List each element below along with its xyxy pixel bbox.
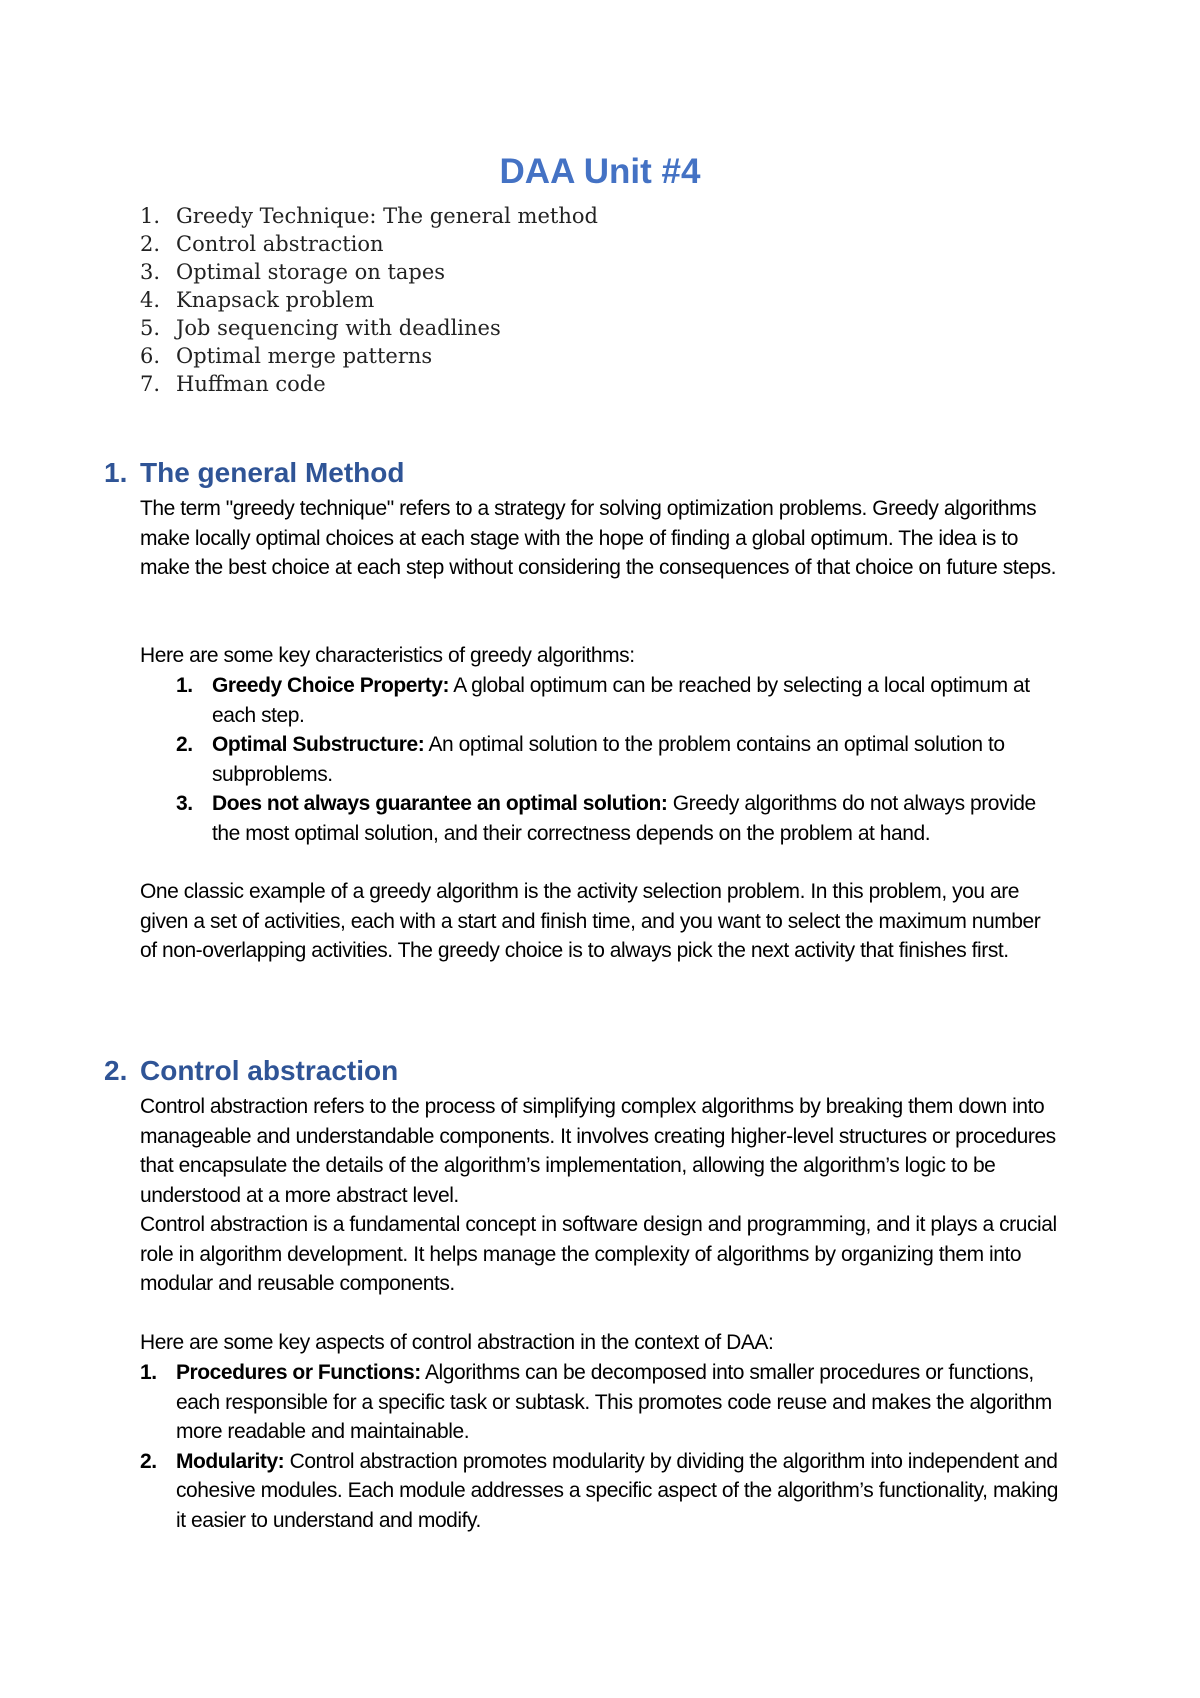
toc-number: 3. xyxy=(140,260,161,284)
toc-number: 7. xyxy=(140,372,161,396)
list-text: Greedy algorithms do not always provide the most optimal solution, and their correctness depends on the problem at hand. xyxy=(212,792,1036,845)
list-number: 2. xyxy=(176,733,193,756)
document-title: DAA Unit #4 xyxy=(499,152,701,191)
list-item xyxy=(140,1447,1066,1536)
section-title: The general Method xyxy=(140,457,405,488)
toc-item xyxy=(140,314,598,342)
toc-number: 1. xyxy=(140,204,161,228)
paragraph: One classic example of a greedy algorithm is the activity selection problem. In this problem, you are given a set of activities, each with a start and finish time, and you want to select the maximum number of non-overlapping activities. The greedy choice is to always pick the next activity that finishes first. xyxy=(140,880,1041,962)
toc-number: 5. xyxy=(140,316,161,340)
section-number: 1. xyxy=(104,457,128,488)
list-term: Optimal Substructure: xyxy=(212,733,425,756)
paragraph: Control abstraction is a fundamental concept in software design and programming, and it plays a crucial role in algorithm development. It helps manage the complexity of algorithms by organizing them into modular and reusable components. xyxy=(140,1213,1057,1295)
toc-number: 4. xyxy=(140,288,161,312)
toc-number: 6. xyxy=(140,344,161,368)
section-title: Control abstraction xyxy=(140,1055,399,1086)
list-number: 3. xyxy=(176,792,193,815)
list-item xyxy=(140,1358,1066,1447)
list-number: 1. xyxy=(176,674,193,697)
toc-label: Job sequencing with deadlines xyxy=(176,316,501,340)
list-term: Modularity: xyxy=(176,1449,285,1473)
section-heading-general-method xyxy=(104,456,404,490)
toc-number: 2. xyxy=(140,232,161,256)
toc-item xyxy=(140,202,598,230)
list-number: 2. xyxy=(140,1449,157,1473)
paragraph: The term "greedy technique" refers to a strategy for solving optimization problems. Greedy algorithms make locally optimal choices at each stage with the hope of finding a global optimum. The idea is to make the best choice at each step without considering the consequences of that choice on future steps. xyxy=(140,497,1057,579)
toc-label: Control abstraction xyxy=(176,232,384,256)
paragraph: Here are some key characteristics of greedy algorithms: xyxy=(140,644,635,667)
section-heading-control-abstraction xyxy=(104,1054,398,1088)
characteristics-list xyxy=(176,671,1066,848)
table-of-contents xyxy=(140,202,598,398)
list-item xyxy=(176,671,1066,730)
toc-item xyxy=(140,258,598,286)
toc-item xyxy=(140,286,598,314)
toc-label: Knapsack problem xyxy=(176,288,375,312)
toc-item xyxy=(140,370,598,398)
list-text: Control abstraction promotes modularity by dividing the algorithm into independent and cohesive modules. Each module addresses a specific aspect of the algorithm’s functionality, making it easier to understand and modify. xyxy=(176,1449,1058,1532)
list-item xyxy=(176,789,1066,848)
paragraph: Control abstraction refers to the process of simplifying complex algorithms by breaking them down into manageable and understandable components. It involves creating higher-level structures or procedures that encapsulate the details of the algorithm’s implementation, allowing the algorithm’s logic to be understood at a more abstract level. xyxy=(140,1095,1056,1207)
list-term: Greedy Choice Property: xyxy=(212,674,450,697)
list-term: Does not always guarantee an optimal solution: xyxy=(212,792,668,815)
list-text: An optimal solution to the problem contains an optimal solution to subproblems. xyxy=(212,733,1005,786)
toc-label: Optimal merge patterns xyxy=(176,344,433,368)
toc-label: Huffman code xyxy=(176,372,326,396)
section-number: 2. xyxy=(104,1055,128,1086)
list-term: Procedures or Functions: xyxy=(176,1361,421,1384)
list-text: A global optimum can be reached by selecting a local optimum at each step. xyxy=(212,674,1030,727)
paragraph: Here are some key aspects of control abstraction in the context of DAA: xyxy=(140,1331,774,1354)
toc-item xyxy=(140,230,598,258)
toc-label: Greedy Technique: The general method xyxy=(176,204,598,228)
toc-item xyxy=(140,342,598,370)
list-text: Algorithms can be decomposed into smaller procedures or functions, each responsible for a specific task or subtask. This promotes code reuse and makes the algorithm more readable and maintainable. xyxy=(176,1361,1052,1443)
toc-label: Optimal storage on tapes xyxy=(176,260,446,284)
list-item xyxy=(176,730,1066,789)
list-number: 1. xyxy=(140,1361,157,1384)
aspects-list xyxy=(140,1358,1066,1535)
